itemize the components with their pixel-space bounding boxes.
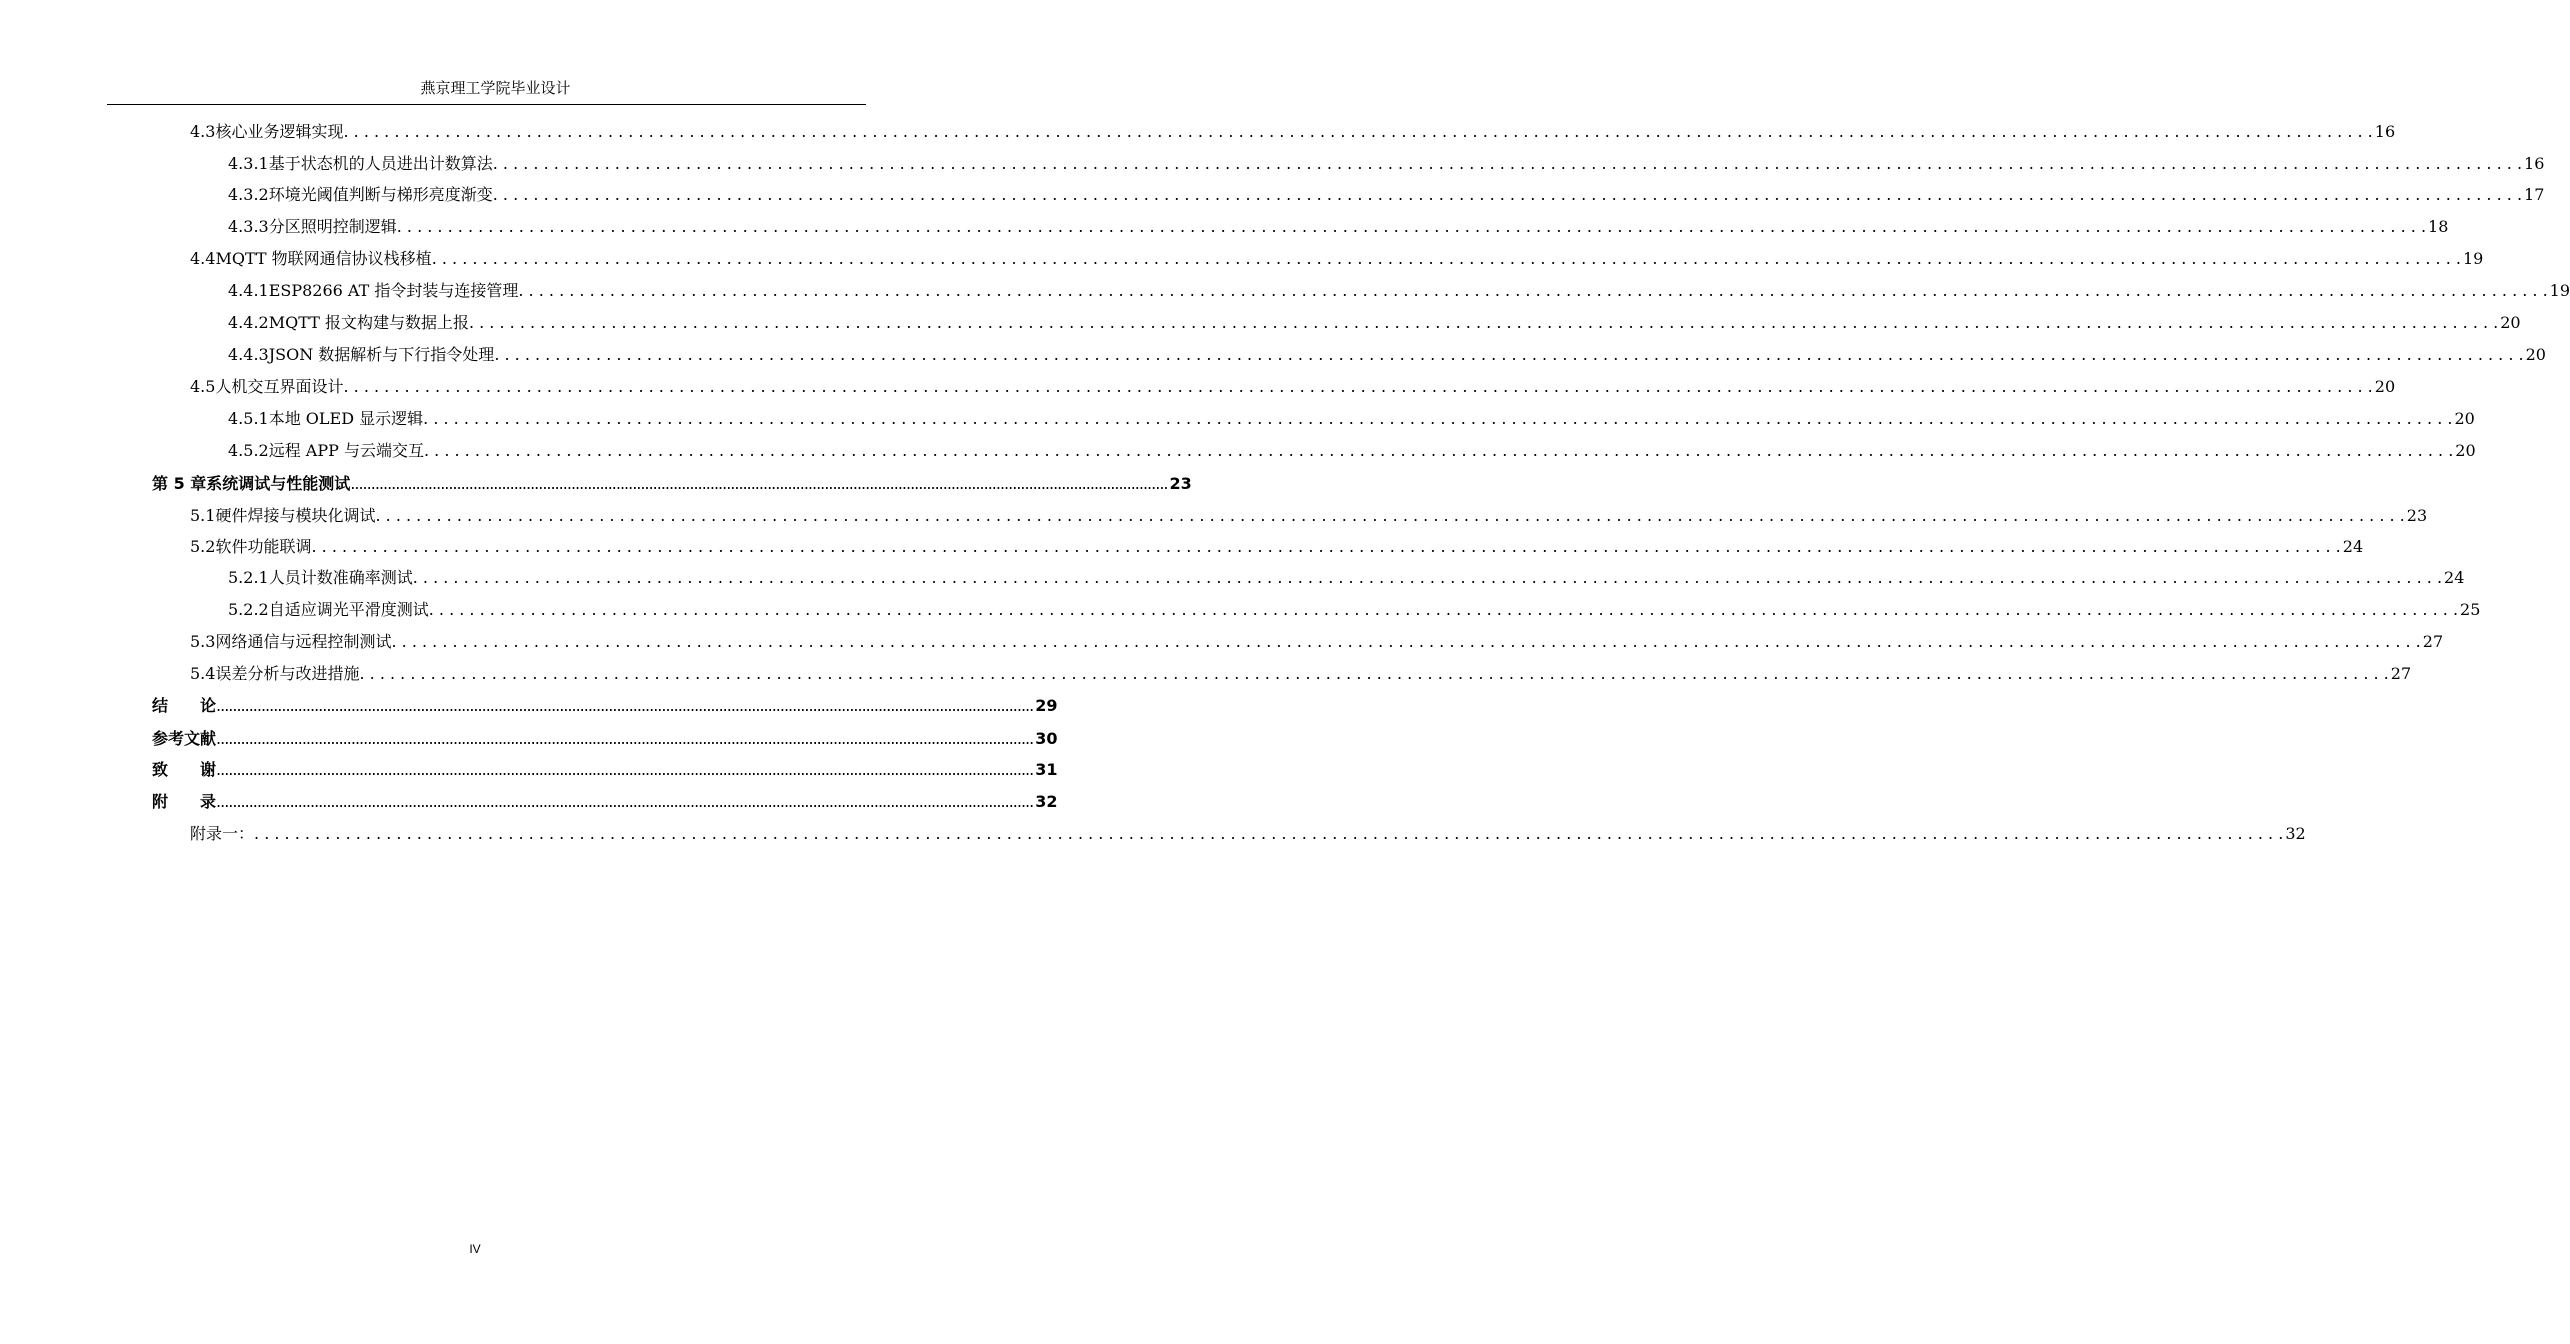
toc-entry-title: MQTT 报文构建与数据上报 — [268, 313, 469, 332]
toc-entry[interactable] — [190, 660, 2412, 688]
toc-dot-leader: ........................................................................................................................................................................................................ — [216, 760, 1034, 779]
toc-entry[interactable] — [190, 245, 2484, 273]
toc-entry-page: 20 — [2374, 377, 2396, 396]
toc-entry-page: 29 — [1035, 696, 1058, 715]
toc-entry-number: 5.2.1 — [228, 568, 269, 587]
toc-entry-page: 24 — [2444, 568, 2465, 587]
toc-dot-leader: . . . . . . . . . . . . . . . . . . . . . . . . . . . . . . . . . . . . . . . . . . . . . . . . . . . . . . . . . . . . . . . . . . . . . . . . . . . . . . . . . . . . . . . . . . . . . . . . . . . . . . . . . . . . . . . . . . . . . . . . . . . . . . . . . . . . . . . . . . . . . . . . . . . . . . . . . . . . . . . . . . . . . . . . . . . . . . . . . . . . . . . . . . . . . . . . . . . . . . . . — [492, 154, 2523, 173]
toc-entry-title: JSON 数据解析与下行指令处理 — [268, 345, 495, 364]
toc-entry-title: 分区照明控制逻辑 — [268, 217, 397, 236]
toc-entry-title: 本地 OLED 显示逻辑 — [268, 409, 424, 428]
toc-entry-number: 4.4.1 — [228, 281, 269, 300]
toc-dot-leader: . . . . . . . . . . . . . . . . . . . . . . . . . . . . . . . . . . . . . . . . . . . . . . . . . . . . . . . . . . . . . . . . . . . . . . . . . . . . . . . . . . . . . . . . . . . . . . . . . . . . . . . . . . . . . . . . . . . . . . . . . . . . . . . . . . . . . . . . . . . . . . . . . . . . . . . . . . . . . . . . . . . . . . . . . . . . . . . . . . . . . . . . . . . . . . . . . . . . . . . . — [254, 824, 2284, 843]
toc-dot-leader: . . . . . . . . . . . . . . . . . . . . . . . . . . . . . . . . . . . . . . . . . . . . . . . . . . . . . . . . . . . . . . . . . . . . . . . . . . . . . . . . . . . . . . . . . . . . . . . . . . . . . . . . . . . . . . . . . . . . . . . . . . . . . . . . . . . . . . . . . . . . . . . . . . . . . . . . . . . . . . . . . . . . . . . . . . . . . . . . . . . . . . . . . . . . . . . . . . . . . . . . — [396, 217, 2427, 236]
toc-entry-page: 27 — [2422, 632, 2444, 651]
toc-entry-title: 网络通信与远程控制测试 — [215, 632, 392, 651]
toc-entry-page: 20 — [2525, 345, 2546, 364]
toc-entry-title: 环境光阈值判断与梯形亮度渐变 — [268, 185, 493, 204]
toc-dot-leader: . . . . . . . . . . . . . . . . . . . . . . . . . . . . . . . . . . . . . . . . . . . . . . . . . . . . . . . . . . . . . . . . . . . . . . . . . . . . . . . . . . . . . . . . . . . . . . . . . . . . . . . . . . . . . . . . . . . . . . . . . . . . . . . . . . . . . . . . . . . . . . . . . . . . . . . . . . . . . . . . . . . . . . . . . . . . . . . . . . . . . . . . . . . . . . . . . . . . . . . . — [343, 122, 2373, 141]
toc-entry-title: 自适应调光平滑度测试 — [268, 600, 429, 619]
toc-dot-leader: . . . . . . . . . . . . . . . . . . . . . . . . . . . . . . . . . . . . . . . . . . . . . . . . . . . . . . . . . . . . . . . . . . . . . . . . . . . . . . . . . . . . . . . . . . . . . . . . . . . . . . . . . . . . . . . . . . . . . . . . . . . . . . . . . . . . . . . . . . . . . . . . . . . . . . . . . . . . . . . . . . . . . . . . . . . . . . . . . . . . . . . . . . . . . . . . . . . . . . . . — [468, 313, 2499, 332]
toc-entry-title: 软件功能联调 — [215, 537, 312, 556]
toc-dot-leader: . . . . . . . . . . . . . . . . . . . . . . . . . . . . . . . . . . . . . . . . . . . . . . . . . . . . . . . . . . . . . . . . . . . . . . . . . . . . . . . . . . . . . . . . . . . . . . . . . . . . . . . . . . . . . . . . . . . . . . . . . . . . . . . . . . . . . . . . . . . . . . . . . . . . . . . . . . . . . . . . . . . . . . . . . . . . . . . . . . . . . . . . . . . . . . . . . . . . . . . . — [518, 281, 2548, 300]
toc-entry-title: 基于状态机的人员进出计数算法 — [268, 154, 493, 173]
toc-entry[interactable] — [228, 309, 2521, 337]
toc-entry-page: 32 — [1035, 792, 1058, 811]
toc-entry[interactable] — [228, 181, 2545, 209]
toc-entry-page: 31 — [1035, 760, 1058, 779]
toc-entry-number: 4.5.1 — [228, 409, 269, 428]
toc-dot-leader: . . . . . . . . . . . . . . . . . . . . . . . . . . . . . . . . . . . . . . . . . . . . . . . . . . . . . . . . . . . . . . . . . . . . . . . . . . . . . . . . . . . . . . . . . . . . . . . . . . . . . . . . . . . . . . . . . . . . . . . . . . . . . . . . . . . . . . . . . . . . . . . . . . . . . . . . . . . . . . . . . . . . . . . . . . . . . . . . . . . . . . . . . . . . . . . . . . . . . . . . — [428, 600, 2459, 619]
toc-entry-number: 4.4 — [190, 249, 216, 268]
toc-entry[interactable] — [228, 564, 2465, 592]
toc-entry-number: 4.3 — [190, 122, 216, 141]
toc-entry[interactable] — [228, 277, 2570, 305]
toc-entry[interactable] — [228, 405, 2475, 433]
toc-entry-title: MQTT 物联网通信协议栈移植 — [215, 249, 432, 268]
toc-entry-page: 32 — [2285, 824, 2306, 843]
toc-entry-title: 人机交互界面设计 — [215, 377, 344, 396]
toc-entry[interactable] — [190, 373, 2396, 401]
toc-entry-title: 远程 APP 与云端交互 — [268, 441, 424, 460]
toc-entry-number: 4.5.2 — [228, 441, 269, 460]
toc-entry-number: 4.3.3 — [228, 217, 269, 236]
toc-dot-leader: ........................................................................................................................................................................................................ — [216, 729, 1034, 748]
toc-entry-number: 5.2 — [190, 537, 216, 556]
toc-entry-page: 17 — [2524, 185, 2545, 204]
toc-entry-page: 27 — [2390, 664, 2412, 683]
page-header — [107, 78, 866, 105]
toc-entry-page: 16 — [2524, 154, 2545, 173]
toc-entry-title: 系统调试与性能测试 — [206, 474, 351, 493]
toc-entry[interactable] — [228, 213, 2449, 241]
toc-entry-title: 人员计数准确率测试 — [268, 568, 413, 587]
toc-entry-number: 第 5 章 — [152, 474, 207, 493]
toc-entry-page: 20 — [2454, 409, 2475, 428]
toc-entry-number: 4.4.3 — [228, 345, 269, 364]
page-number: IV — [469, 1242, 481, 1256]
toc-entry-number: 5.2.2 — [228, 600, 269, 619]
toc-entry-title: ESP8266 AT 指令封装与连接管理 — [268, 281, 519, 300]
header-title: 燕京理工学院毕业设计 — [420, 79, 571, 97]
toc-entry-title: 硬件焊接与模块化调试 — [215, 506, 376, 525]
toc-entry-number: 4.3.2 — [228, 185, 269, 204]
toc-dot-leader: . . . . . . . . . . . . . . . . . . . . . . . . . . . . . . . . . . . . . . . . . . . . . . . . . . . . . . . . . . . . . . . . . . . . . . . . . . . . . . . . . . . . . . . . . . . . . . . . . . . . . . . . . . . . . . . . . . . . . . . . . . . . . . . . . . . . . . . . . . . . . . . . . . . . . . . . . . . . . . . . . . . . . . . . . . . . . . . . . . . . . . . . . . . . . . . . . . . . . . . . — [412, 568, 2443, 587]
toc-entry[interactable] — [190, 820, 2306, 848]
toc-entry-page: 20 — [2455, 441, 2476, 460]
toc-entry[interactable] — [152, 692, 1058, 720]
toc-entry-title: 误差分析与改进措施 — [215, 664, 360, 683]
toc-dot-leader: . . . . . . . . . . . . . . . . . . . . . . . . . . . . . . . . . . . . . . . . . . . . . . . . . . . . . . . . . . . . . . . . . . . . . . . . . . . . . . . . . . . . . . . . . . . . . . . . . . . . . . . . . . . . . . . . . . . . . . . . . . . . . . . . . . . . . . . . . . . . . . . . . . . . . . . . . . . . . . . . . . . . . . . . . . . . . . . . . . . . . . . . . . . . . . . . . . . . . . . . — [431, 249, 2461, 268]
toc-entry-title: 结 论 — [152, 696, 217, 715]
toc-entry-page: 19 — [2549, 281, 2570, 300]
toc-entry-page: 19 — [2462, 249, 2484, 268]
toc-entry-number: 5.1 — [190, 506, 216, 525]
toc-dot-leader: . . . . . . . . . . . . . . . . . . . . . . . . . . . . . . . . . . . . . . . . . . . . . . . . . . . . . . . . . . . . . . . . . . . . . . . . . . . . . . . . . . . . . . . . . . . . . . . . . . . . . . . . . . . . . . . . . . . . . . . . . . . . . . . . . . . . . . . . . . . . . . . . . . . . . . . . . . . . . . . . . . . . . . . . . . . . . . . . . . . . . . . . . . . . . . . . . . . . . . . . — [359, 664, 2389, 683]
toc-entry[interactable] — [152, 756, 1058, 784]
toc-entry-page: 20 — [2500, 313, 2521, 332]
toc-entry[interactable] — [190, 118, 2396, 146]
toc-dot-leader: ........................................................................................................................................................................................................ — [350, 474, 1168, 493]
toc-entry-title: 核心业务逻辑实现 — [215, 122, 344, 141]
toc-dot-leader: . . . . . . . . . . . . . . . . . . . . . . . . . . . . . . . . . . . . . . . . . . . . . . . . . . . . . . . . . . . . . . . . . . . . . . . . . . . . . . . . . . . . . . . . . . . . . . . . . . . . . . . . . . . . . . . . . . . . . . . . . . . . . . . . . . . . . . . . . . . . . . . . . . . . . . . . . . . . . . . . . . . . . . . . . . . . . . . . . . . . . . . . . . . . . . . . . . . . . . . . — [423, 441, 2454, 460]
toc-entry[interactable] — [228, 150, 2545, 178]
toc-dot-leader: ........................................................................................................................................................................................................ — [216, 696, 1034, 715]
toc-entry-page: 16 — [2374, 122, 2396, 141]
toc-dot-leader: . . . . . . . . . . . . . . . . . . . . . . . . . . . . . . . . . . . . . . . . . . . . . . . . . . . . . . . . . . . . . . . . . . . . . . . . . . . . . . . . . . . . . . . . . . . . . . . . . . . . . . . . . . . . . . . . . . . . . . . . . . . . . . . . . . . . . . . . . . . . . . . . . . . . . . . . . . . . . . . . . . . . . . . . . . . . . . . . . . . . . . . . . . . . . . . . . . . . . . . . — [391, 632, 2421, 651]
toc-entry[interactable] — [190, 628, 2444, 656]
toc-entry[interactable] — [190, 502, 2428, 530]
toc-dot-leader: . . . . . . . . . . . . . . . . . . . . . . . . . . . . . . . . . . . . . . . . . . . . . . . . . . . . . . . . . . . . . . . . . . . . . . . . . . . . . . . . . . . . . . . . . . . . . . . . . . . . . . . . . . . . . . . . . . . . . . . . . . . . . . . . . . . . . . . . . . . . . . . . . . . . . . . . . . . . . . . . . . . . . . . . . . . . . . . . . . . . . . . . . . . . . . . . . . . . . . . . — [311, 537, 2341, 556]
toc-entry-number: 4.5 — [190, 377, 216, 396]
toc-entry[interactable] — [152, 725, 1058, 753]
toc-entry-page: 24 — [2342, 537, 2364, 556]
toc-entry-number: 5.4 — [190, 664, 216, 683]
toc-entry[interactable] — [152, 788, 1058, 816]
toc-entry-title: 附录一： — [190, 824, 255, 843]
toc-entry-number: 4.4.2 — [228, 313, 269, 332]
toc-dot-leader: . . . . . . . . . . . . . . . . . . . . . . . . . . . . . . . . . . . . . . . . . . . . . . . . . . . . . . . . . . . . . . . . . . . . . . . . . . . . . . . . . . . . . . . . . . . . . . . . . . . . . . . . . . . . . . . . . . . . . . . . . . . . . . . . . . . . . . . . . . . . . . . . . . . . . . . . . . . . . . . . . . . . . . . . . . . . . . . . . . . . . . . . . . . . . . . . . . . . . . . . — [492, 185, 2523, 204]
toc-entry[interactable] — [190, 533, 2364, 561]
toc-entry-number: 4.3.1 — [228, 154, 269, 173]
toc-entry[interactable] — [152, 470, 1192, 498]
page-footer — [0, 1242, 950, 1256]
toc-entry-title: 附 录 — [152, 792, 217, 811]
toc-entry-page: 30 — [1035, 729, 1058, 748]
toc-dot-leader: ........................................................................................................................................................................................................ — [216, 792, 1034, 811]
toc-entry-page: 25 — [2460, 600, 2481, 619]
toc-entry-page: 23 — [2406, 506, 2428, 525]
toc-entry[interactable] — [228, 437, 2476, 465]
toc-entry-title: 致 谢 — [152, 760, 217, 779]
toc-dot-leader: . . . . . . . . . . . . . . . . . . . . . . . . . . . . . . . . . . . . . . . . . . . . . . . . . . . . . . . . . . . . . . . . . . . . . . . . . . . . . . . . . . . . . . . . . . . . . . . . . . . . . . . . . . . . . . . . . . . . . . . . . . . . . . . . . . . . . . . . . . . . . . . . . . . . . . . . . . . . . . . . . . . . . . . . . . . . . . . . . . . . . . . . . . . . . . . . . . . . . . . . — [494, 345, 2524, 364]
toc-dot-leader: . . . . . . . . . . . . . . . . . . . . . . . . . . . . . . . . . . . . . . . . . . . . . . . . . . . . . . . . . . . . . . . . . . . . . . . . . . . . . . . . . . . . . . . . . . . . . . . . . . . . . . . . . . . . . . . . . . . . . . . . . . . . . . . . . . . . . . . . . . . . . . . . . . . . . . . . . . . . . . . . . . . . . . . . . . . . . . . . . . . . . . . . . . . . . . . . . . . . . . . . — [343, 377, 2373, 396]
toc-entry-number: 5.3 — [190, 632, 216, 651]
toc-dot-leader: . . . . . . . . . . . . . . . . . . . . . . . . . . . . . . . . . . . . . . . . . . . . . . . . . . . . . . . . . . . . . . . . . . . . . . . . . . . . . . . . . . . . . . . . . . . . . . . . . . . . . . . . . . . . . . . . . . . . . . . . . . . . . . . . . . . . . . . . . . . . . . . . . . . . . . . . . . . . . . . . . . . . . . . . . . . . . . . . . . . . . . . . . . . . . . . . . . . . . . . . — [375, 506, 2405, 525]
toc-entry-page: 23 — [1169, 474, 1192, 493]
toc-entry-page: 18 — [2428, 217, 2449, 236]
toc-dot-leader: . . . . . . . . . . . . . . . . . . . . . . . . . . . . . . . . . . . . . . . . . . . . . . . . . . . . . . . . . . . . . . . . . . . . . . . . . . . . . . . . . . . . . . . . . . . . . . . . . . . . . . . . . . . . . . . . . . . . . . . . . . . . . . . . . . . . . . . . . . . . . . . . . . . . . . . . . . . . . . . . . . . . . . . . . . . . . . . . . . . . . . . . . . . . . . . . . . . . . . . . — [423, 409, 2453, 428]
toc-entry[interactable] — [228, 341, 2546, 369]
toc-entry-title: 参考文献 — [152, 729, 217, 748]
toc-entry[interactable] — [228, 596, 2481, 624]
